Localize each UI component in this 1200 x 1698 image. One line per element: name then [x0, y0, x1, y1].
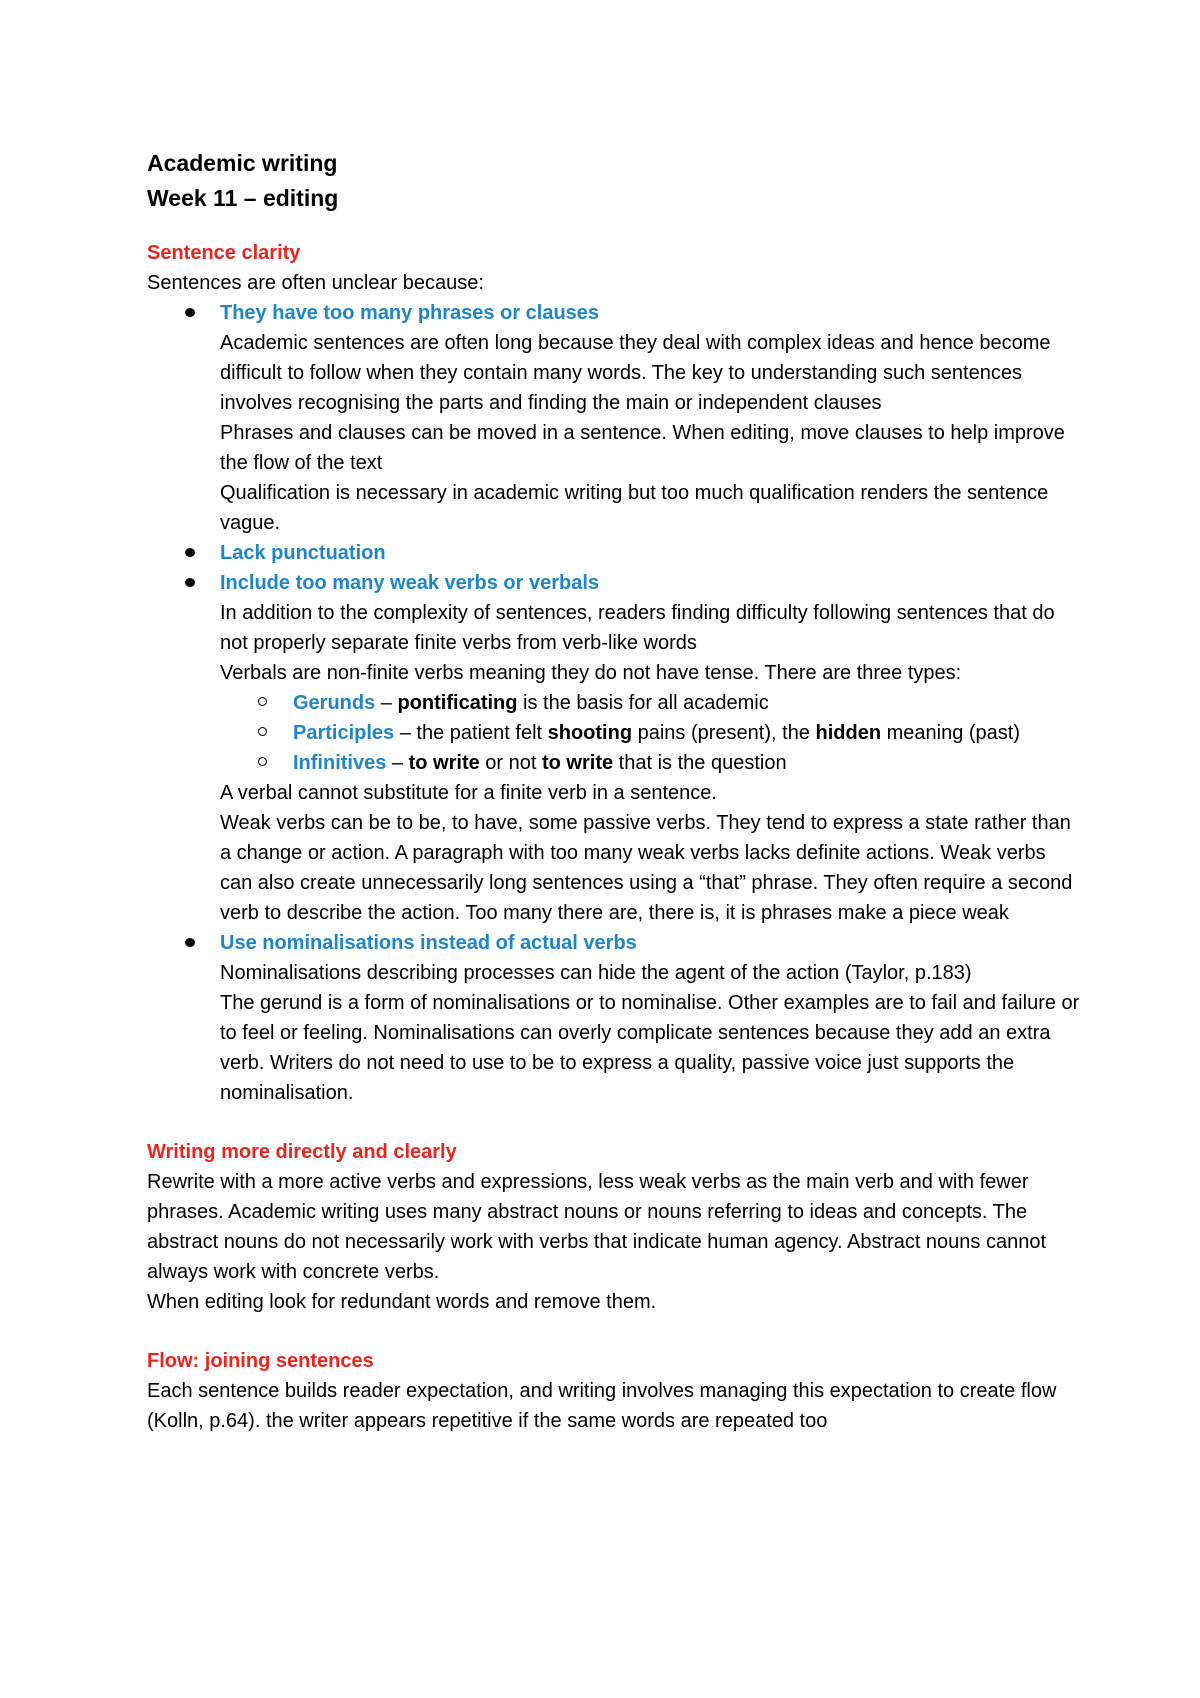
example-bold: shooting	[547, 722, 633, 744]
example-bold: pontificating	[397, 692, 518, 714]
separator: –	[386, 752, 409, 774]
example-bold: to write	[408, 752, 480, 774]
example-text: meaning (past)	[881, 722, 1021, 744]
bullet-list-continued	[147, 778, 1080, 1108]
list-item	[147, 568, 1080, 688]
sub-list-item	[220, 748, 1080, 778]
section-intro: Sentences are often unclear because:	[147, 272, 484, 294]
paragraph: Academic sentences are often long because they deal with complex ideas and hence become difficult to follow when they contain many words. The key to understanding such sentences involves recognising the parts and finding the main or independent clauses	[220, 332, 1051, 414]
paragraph: When editing look for redundant words and remove them.	[147, 1291, 657, 1313]
paragraph: Nominalisations describing processes can hide the agent of the action (Taylor, p.183)	[220, 962, 972, 984]
section-heading: Sentence clarity	[147, 242, 301, 264]
section-sentence-clarity	[147, 238, 1080, 1108]
example-text: or not	[479, 752, 542, 774]
paragraph: The gerund is a form of nominalisations or to nominalise. Other examples are to fail and failure or to feel or feeling. Nominalisations can overly complicate sentences because they add an extra verb. Writers do not need to use to be to express a quality, passive voice just supports the nominalisation.	[220, 992, 1080, 1104]
example-text: the patient felt	[416, 722, 548, 744]
document-title: Academic writing	[147, 150, 338, 176]
section-writing-directly	[147, 1137, 1080, 1317]
term-infinitives: Infinitives	[293, 752, 387, 774]
circle-bullet-icon	[258, 727, 267, 736]
section-heading: Writing more directly and clearly	[147, 1141, 457, 1163]
bullet-list	[147, 298, 1080, 688]
section-flow	[147, 1346, 1080, 1436]
sub-list-item	[220, 718, 1080, 748]
paragraph: Qualification is necessary in academic writing but too much qualification renders the sentence vague.	[220, 482, 1049, 534]
bullet-icon	[185, 308, 195, 317]
list-item	[147, 928, 1080, 1108]
term-participles: Participles	[293, 722, 395, 744]
example-text: that is the question	[613, 752, 787, 774]
paragraph: Weak verbs can be to be, to have, some passive verbs. They tend to express a state rather than a change or action. A paragraph with too many weak verbs lacks definite actions. Weak verbs can also create unnecessarily long sentences using a “that” phrase. They often require a second verb to describe the action. Too many there are, there is, it is phrases make a piece weak	[220, 812, 1073, 924]
circle-bullet-icon	[258, 757, 267, 766]
example-bold: to write	[542, 752, 614, 774]
bullet-icon	[185, 578, 195, 587]
bullet-label: Lack punctuation	[220, 542, 386, 564]
paragraph: In addition to the complexity of sentences, readers finding difficulty following sentences that do not properly separate finite verbs from verb-like words	[220, 602, 1055, 654]
document-subtitle: Week 11 – editing	[147, 185, 339, 211]
paragraph: Each sentence builds reader expectation, and writing involves managing this expectation to create flow (Kolln, p.64). the writer appears repetitive if the same words are repeated too	[147, 1380, 1057, 1432]
bullet-icon	[185, 548, 195, 557]
bullet-label: Use nominalisations instead of actual verbs	[220, 932, 637, 954]
paragraph: Verbals are non-finite verbs meaning they do not have tense. There are three types:	[220, 662, 962, 684]
bullet-label: They have too many phrases or clauses	[220, 302, 600, 324]
paragraph: Rewrite with a more active verbs and expressions, less weak verbs as the main verb and with fewer phrases. Academic writing uses many abstract nouns or nouns referring to ideas and concepts. The abstract nouns do not necessarily work with verbs that indicate human agency. Abstract nouns cannot always work with concrete verbs.	[147, 1171, 1047, 1283]
circle-bullet-icon	[258, 697, 267, 706]
separator: –	[375, 692, 398, 714]
term-gerunds: Gerunds	[293, 692, 376, 714]
bullet-label: Include too many weak verbs or verbals	[220, 572, 600, 594]
sub-bullet-list	[220, 688, 1080, 778]
list-item	[147, 538, 1080, 568]
sub-list-item	[220, 688, 1080, 718]
bullet-icon	[185, 938, 195, 947]
example-bold: hidden	[815, 722, 882, 744]
example-text: pains (present), the	[632, 722, 816, 744]
separator: –	[394, 722, 417, 744]
list-item	[147, 298, 1080, 538]
paragraph: Phrases and clauses can be moved in a sentence. When editing, move clauses to help improve the flow of the text	[220, 422, 1065, 474]
section-heading: Flow: joining sentences	[147, 1350, 374, 1372]
list-item-continued	[147, 778, 1080, 928]
example-text: is the basis for all academic	[517, 692, 769, 714]
paragraph: A verbal cannot substitute for a finite verb in a sentence.	[220, 782, 717, 804]
